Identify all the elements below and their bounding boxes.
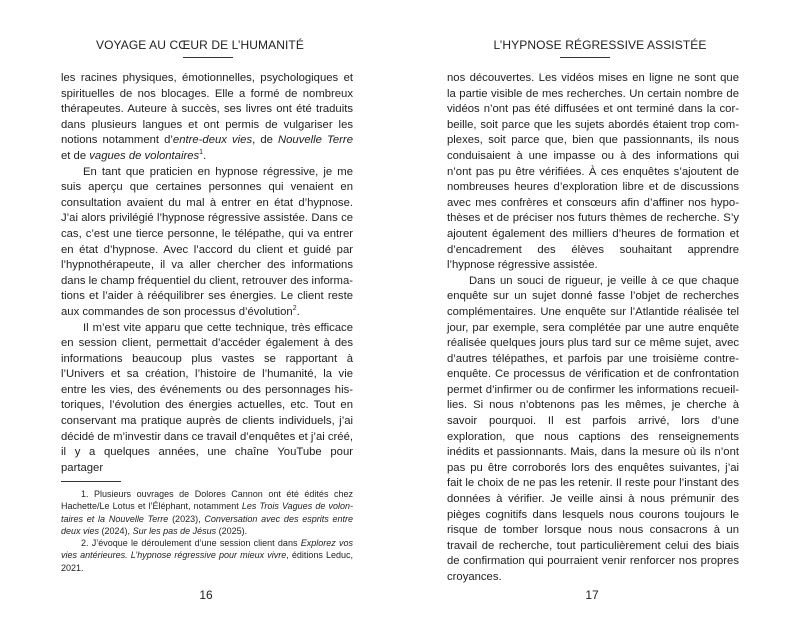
- head-rule: [560, 57, 610, 58]
- text-run: 1. Plusieurs ouvrages de Dolores Cannon ont été édités chez Hachette/Le Lotus et l’Éléphant, notamment: [61, 489, 353, 512]
- text-run: En tant que praticien en hypnose régressive, je me suis aperçu que certaines personnes qui venaient en consultation avaient du mal à entrer en état d’hypnose. J’ai alors privilégié l’hypnose régressive assistée. Dans ce cas, c’est une tierce personne, le télépathe, qui va entrer en état d’hypnose. Avec l’accord du client et guidé par l’hypnothérapeute, il va aller chercher des informations dans le champ fréquentiel du client, retrouver des informations et l’aider à rééquilibrer ses énergies. Le client reste aux commandes de son processus d’évolution: [61, 165, 353, 318]
- head-rule: [183, 57, 233, 58]
- running-head: L’HYPNOSE RÉGRESSIVE ASSISTÉE: [493, 38, 707, 52]
- footnote-ref: 1: [199, 149, 204, 157]
- body-text: [61, 71, 353, 476]
- text-run: , de: [252, 134, 278, 147]
- text-run: nos découvertes. Les vidéos mises en ligne ne sont que la partie visible de mes recherches. Un certain nombre de vidéos n’ont pas été diffusées et ont terminé dans la corbeille, soit parce que les sujets abordés étaient trop complexes, soit parce que, bien que passionnants, ils nous conduisaient à une impasse ou à des informations qui n’ont pas pu être vérifiées. À ces enquêtes s’ajoutent de nombreuses heures d’exploration libre et de discussions avec mes confrères et consœurs afin d’affiner nos hypothèses et de préciser nos futurs thèmes de recherche. S’y ajoutent également des milliers d’heures de formation et d’encadrement des élèves souhaitant apprendre l’hypnose régressive assistée.: [447, 72, 739, 272]
- footnote-ref: 2: [292, 305, 297, 313]
- text-run: .: [296, 305, 300, 318]
- text-run: et de: [61, 149, 90, 162]
- italic-text: vagues de volontaires: [89, 149, 200, 162]
- paragraph: [447, 274, 739, 586]
- text-run: (2023),: [168, 513, 205, 524]
- paragraph: [447, 71, 739, 274]
- italic-text: entre-deux vies: [172, 134, 253, 147]
- italic-text: Sur les pas de Jésus: [132, 525, 217, 536]
- running-head: VOYAGE AU CŒUR DE L’HUMANITÉ: [96, 38, 304, 52]
- text-run: les racines physiques, émotionnelles, psychologiques et spirituelles de nos blocages. Elle a formé de nombreux thérapeutes. Auteure à succès, ses livres ont été traduits dans plusieurs langues et ont permis de vulgariser les notions notamment d’: [61, 72, 353, 147]
- text-run: (2024),: [99, 525, 133, 536]
- text-run: , éditions Leduc, 2021.: [61, 550, 354, 573]
- text-run: (2025).: [216, 525, 248, 536]
- italic-text: Conversation avec des esprits entre deux vies: [61, 513, 354, 536]
- italic-text: Nouvelle Terre: [277, 134, 353, 147]
- footnotes: [61, 488, 353, 574]
- paragraph: [61, 165, 353, 321]
- page-number: 16: [199, 588, 213, 602]
- text-run: .: [203, 149, 207, 162]
- paragraph: [61, 321, 353, 477]
- footnote-rule: [61, 481, 121, 482]
- text-run: Il m’est vite apparu que cette technique, très efficace en session client, permettait d’accéder également à des informations beaucoup plus vastes se rapportant à l’Univers et sa création, l’histoire de l’humanité, la vie entre les vies, des événements ou des personnages historiques, l’évolution des énergies actuelles, etc. Tout en conservant ma pratique auprès de clients individuels, j’ai décidé de m’investir dans ce travail d’enquêtes et j’ai créé, il y a quelques années, une chaîne YouTube pour partager: [61, 321, 353, 474]
- italic-text: Explorez vos vies antérieures. L’hypnose régressive pour mieux vivre: [61, 538, 353, 561]
- text-run: 2. J’évoque le déroulement d’une session client dans: [81, 538, 301, 549]
- page-number: 17: [585, 588, 599, 602]
- italic-text: Les Trois Vagues de volontaires et la Nouvelle Terre: [61, 501, 354, 524]
- footnote: [61, 537, 353, 574]
- right-page: [400, 0, 800, 639]
- text-run: Dans un souci de rigueur, je veille à ce que chaque enquête sur un sujet donné fasse l’objet de recherches complémentaires. Une enquête sur l’Atlantide réalisée tel jour, par exemple, sera complétée par une autre enquête réalisée quelques jours plus tard sur ce même sujet, avec d’autres télépathes, et parfois par une troisième contre-enquête. Ce processus de vérification et de confrontation permet d’infirmer ou de confirmer les informations recueillies. Si nous n’obtenons pas les mêmes, je cherche à savoir pourquoi. Il est parfois arrivé, lors d’une exploration, que nous captions des renseignements inédits et passionnants. Mais, dans la mesure où ils n’ont pas pu être corroborés lors des enquêtes suivantes, j’ai fait le choix de ne pas les retenir. Il reste pour l’instant des données à vérifier. Je veille ainsi à nous prémunir des pièges cognitifs dans lesquels nous courons toujours le risque de tomber lorsque nous nous consacrons à un travail de recherche, tout particulièrement celui des biais de confirmation qui pourraient venir renforcer nos propres croyances.: [447, 274, 739, 583]
- footnote: [61, 488, 353, 537]
- paragraph: [61, 71, 353, 165]
- body-text: [447, 71, 739, 586]
